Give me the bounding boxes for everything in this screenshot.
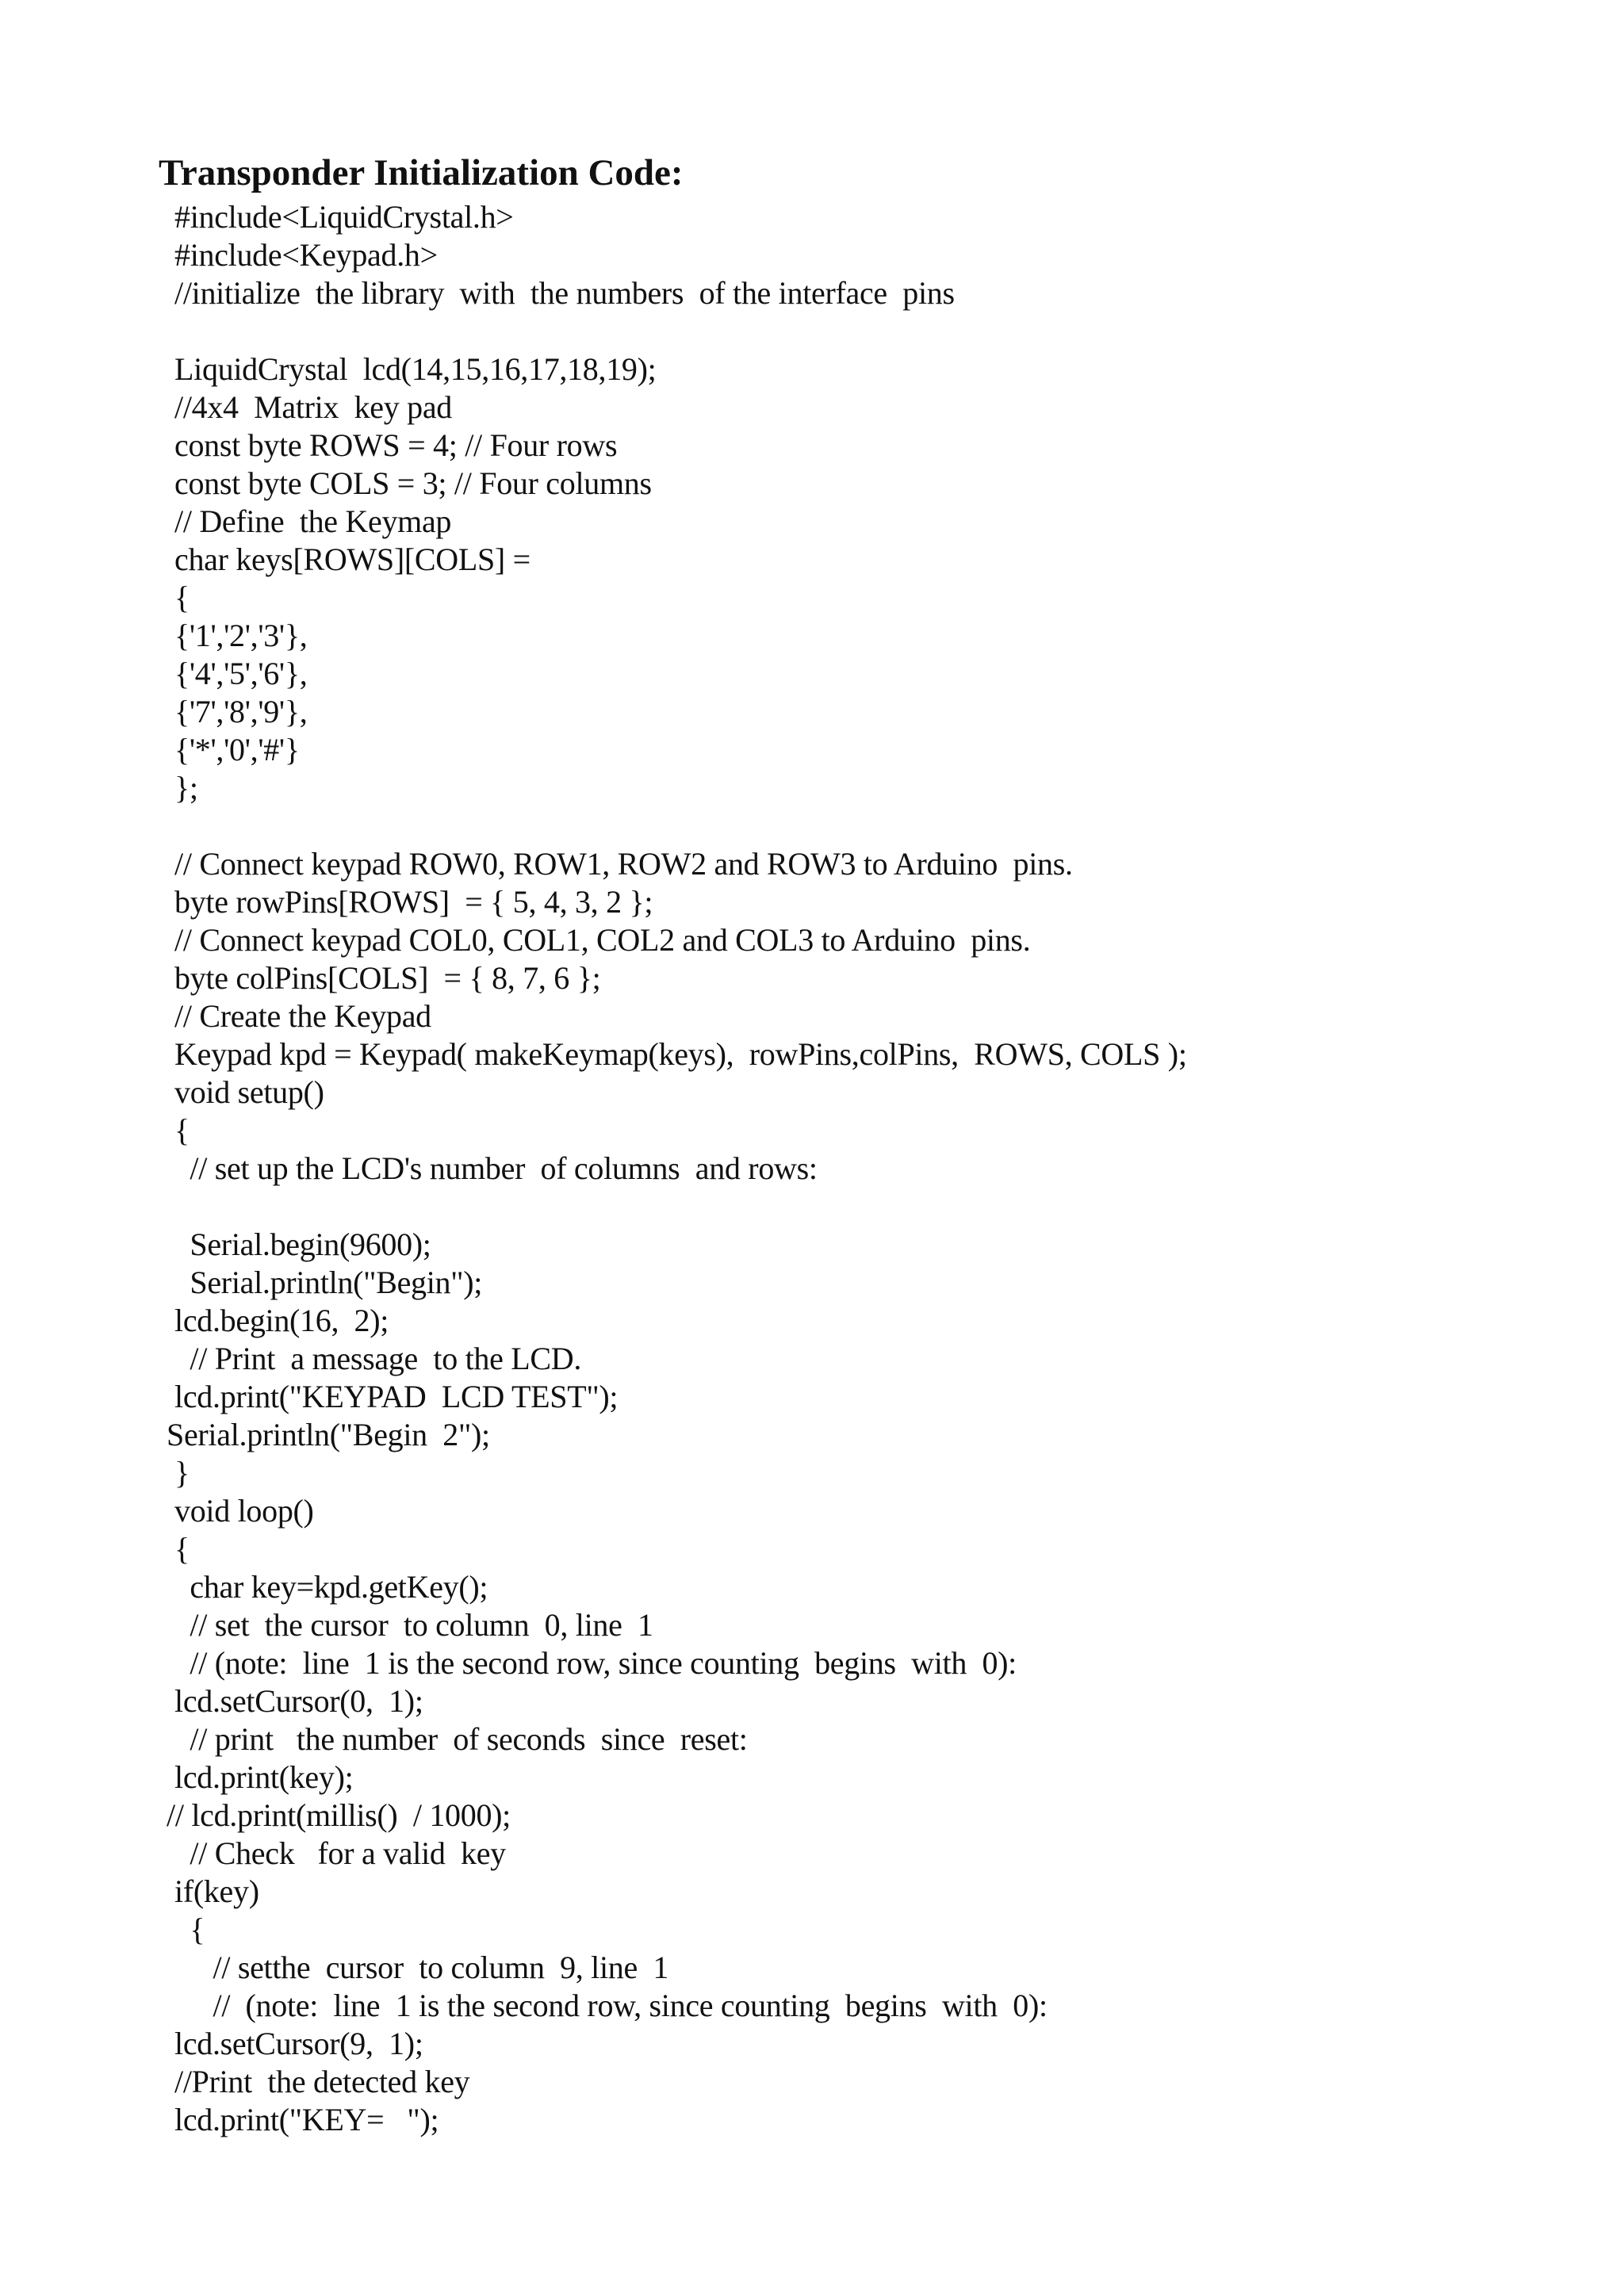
code-line: lcd.begin(16, 2);: [174, 1303, 389, 1338]
code-line: #include<LiquidCrystal.h>: [174, 199, 514, 235]
code-line: {'7','8','9'},: [174, 694, 308, 729]
code-line: // Connect keypad ROW0, ROW1, ROW2 and ROW3 to Arduino pins.: [174, 846, 1073, 882]
code-line: // Define the Keymap: [174, 503, 452, 539]
code-line: lcd.print(key);: [174, 1759, 354, 1795]
code-line: #include<Keypad.h>: [174, 237, 438, 273]
code-line: // (note: line 1 is the second row, since counting begins with 0):: [174, 1988, 1048, 2023]
code-line: void loop(): [174, 1493, 314, 1529]
code-line: {'*','0','#'}: [174, 732, 300, 767]
code-line: // Check for a valid key: [174, 1835, 506, 1871]
code-line: lcd.setCursor(0, 1);: [174, 1683, 423, 1719]
code-line: // Connect keypad COL0, COL1, COL2 and COL3 to Arduino pins.: [174, 922, 1031, 958]
code-line: if(key): [174, 1873, 259, 1909]
code-line: lcd.setCursor(9, 1);: [174, 2026, 423, 2061]
code-line: // set the cursor to column 0, line 1: [174, 1607, 653, 1643]
code-line: Serial.begin(9600);: [174, 1226, 431, 1262]
page-title: Transponder Initialization Code:: [159, 152, 684, 193]
code-line: };: [174, 770, 198, 806]
code-line: //Print the detected key: [174, 2064, 470, 2099]
code-line: // (note: line 1 is the second row, since counting begins with 0):: [174, 1645, 1017, 1681]
code-line: //4x4 Matrix key pad: [174, 389, 453, 425]
code-line: Serial.println("Begin");: [174, 1265, 483, 1300]
code-line: {: [174, 1112, 190, 1148]
code-line: // lcd.print(millis() / 1000);: [167, 1797, 511, 1833]
code-line: }: [174, 1455, 190, 1490]
code-line: //initialize the library with the numbers of the interface pins: [174, 275, 955, 311]
code-line: byte colPins[COLS] = { 8, 7, 6 };: [174, 960, 601, 996]
code-line: lcd.print("KEYPAD LCD TEST");: [174, 1379, 619, 1414]
code-line: Keypad kpd = Keypad( makeKeymap(keys), rowPins,colPins, ROWS, COLS );: [174, 1036, 1187, 1072]
code-line: Serial.println("Begin 2");: [167, 1417, 490, 1452]
code-line: lcd.print("KEY= ");: [174, 2102, 439, 2137]
code-line: // set up the LCD's number of columns and rows:: [174, 1150, 818, 1186]
code-line: // Print a message to the LCD.: [174, 1341, 582, 1376]
code-line: void setup(): [174, 1074, 324, 1110]
code-line: // print the number of seconds since reset:: [174, 1721, 748, 1757]
code-line: // Create the Keypad: [174, 998, 431, 1034]
code-line: {: [174, 1911, 205, 1947]
code-line: // setthe cursor to column 9, line 1: [174, 1950, 669, 1985]
code-line: {: [174, 580, 190, 615]
code-line: char key=kpd.getKey();: [174, 1569, 488, 1605]
code-line: {'1','2','3'},: [174, 618, 308, 653]
code-line: char keys[ROWS][COLS] =: [174, 541, 530, 577]
code-line: {'4','5','6'},: [174, 656, 308, 691]
code-line: const byte COLS = 3; // Four columns: [174, 465, 652, 501]
code-line: byte rowPins[ROWS] = { 5, 4, 3, 2 };: [174, 884, 653, 920]
code-line: {: [174, 1531, 190, 1567]
code-line: LiquidCrystal lcd(14,15,16,17,18,19);: [174, 351, 657, 387]
code-line: const byte ROWS = 4; // Four rows: [174, 427, 618, 463]
